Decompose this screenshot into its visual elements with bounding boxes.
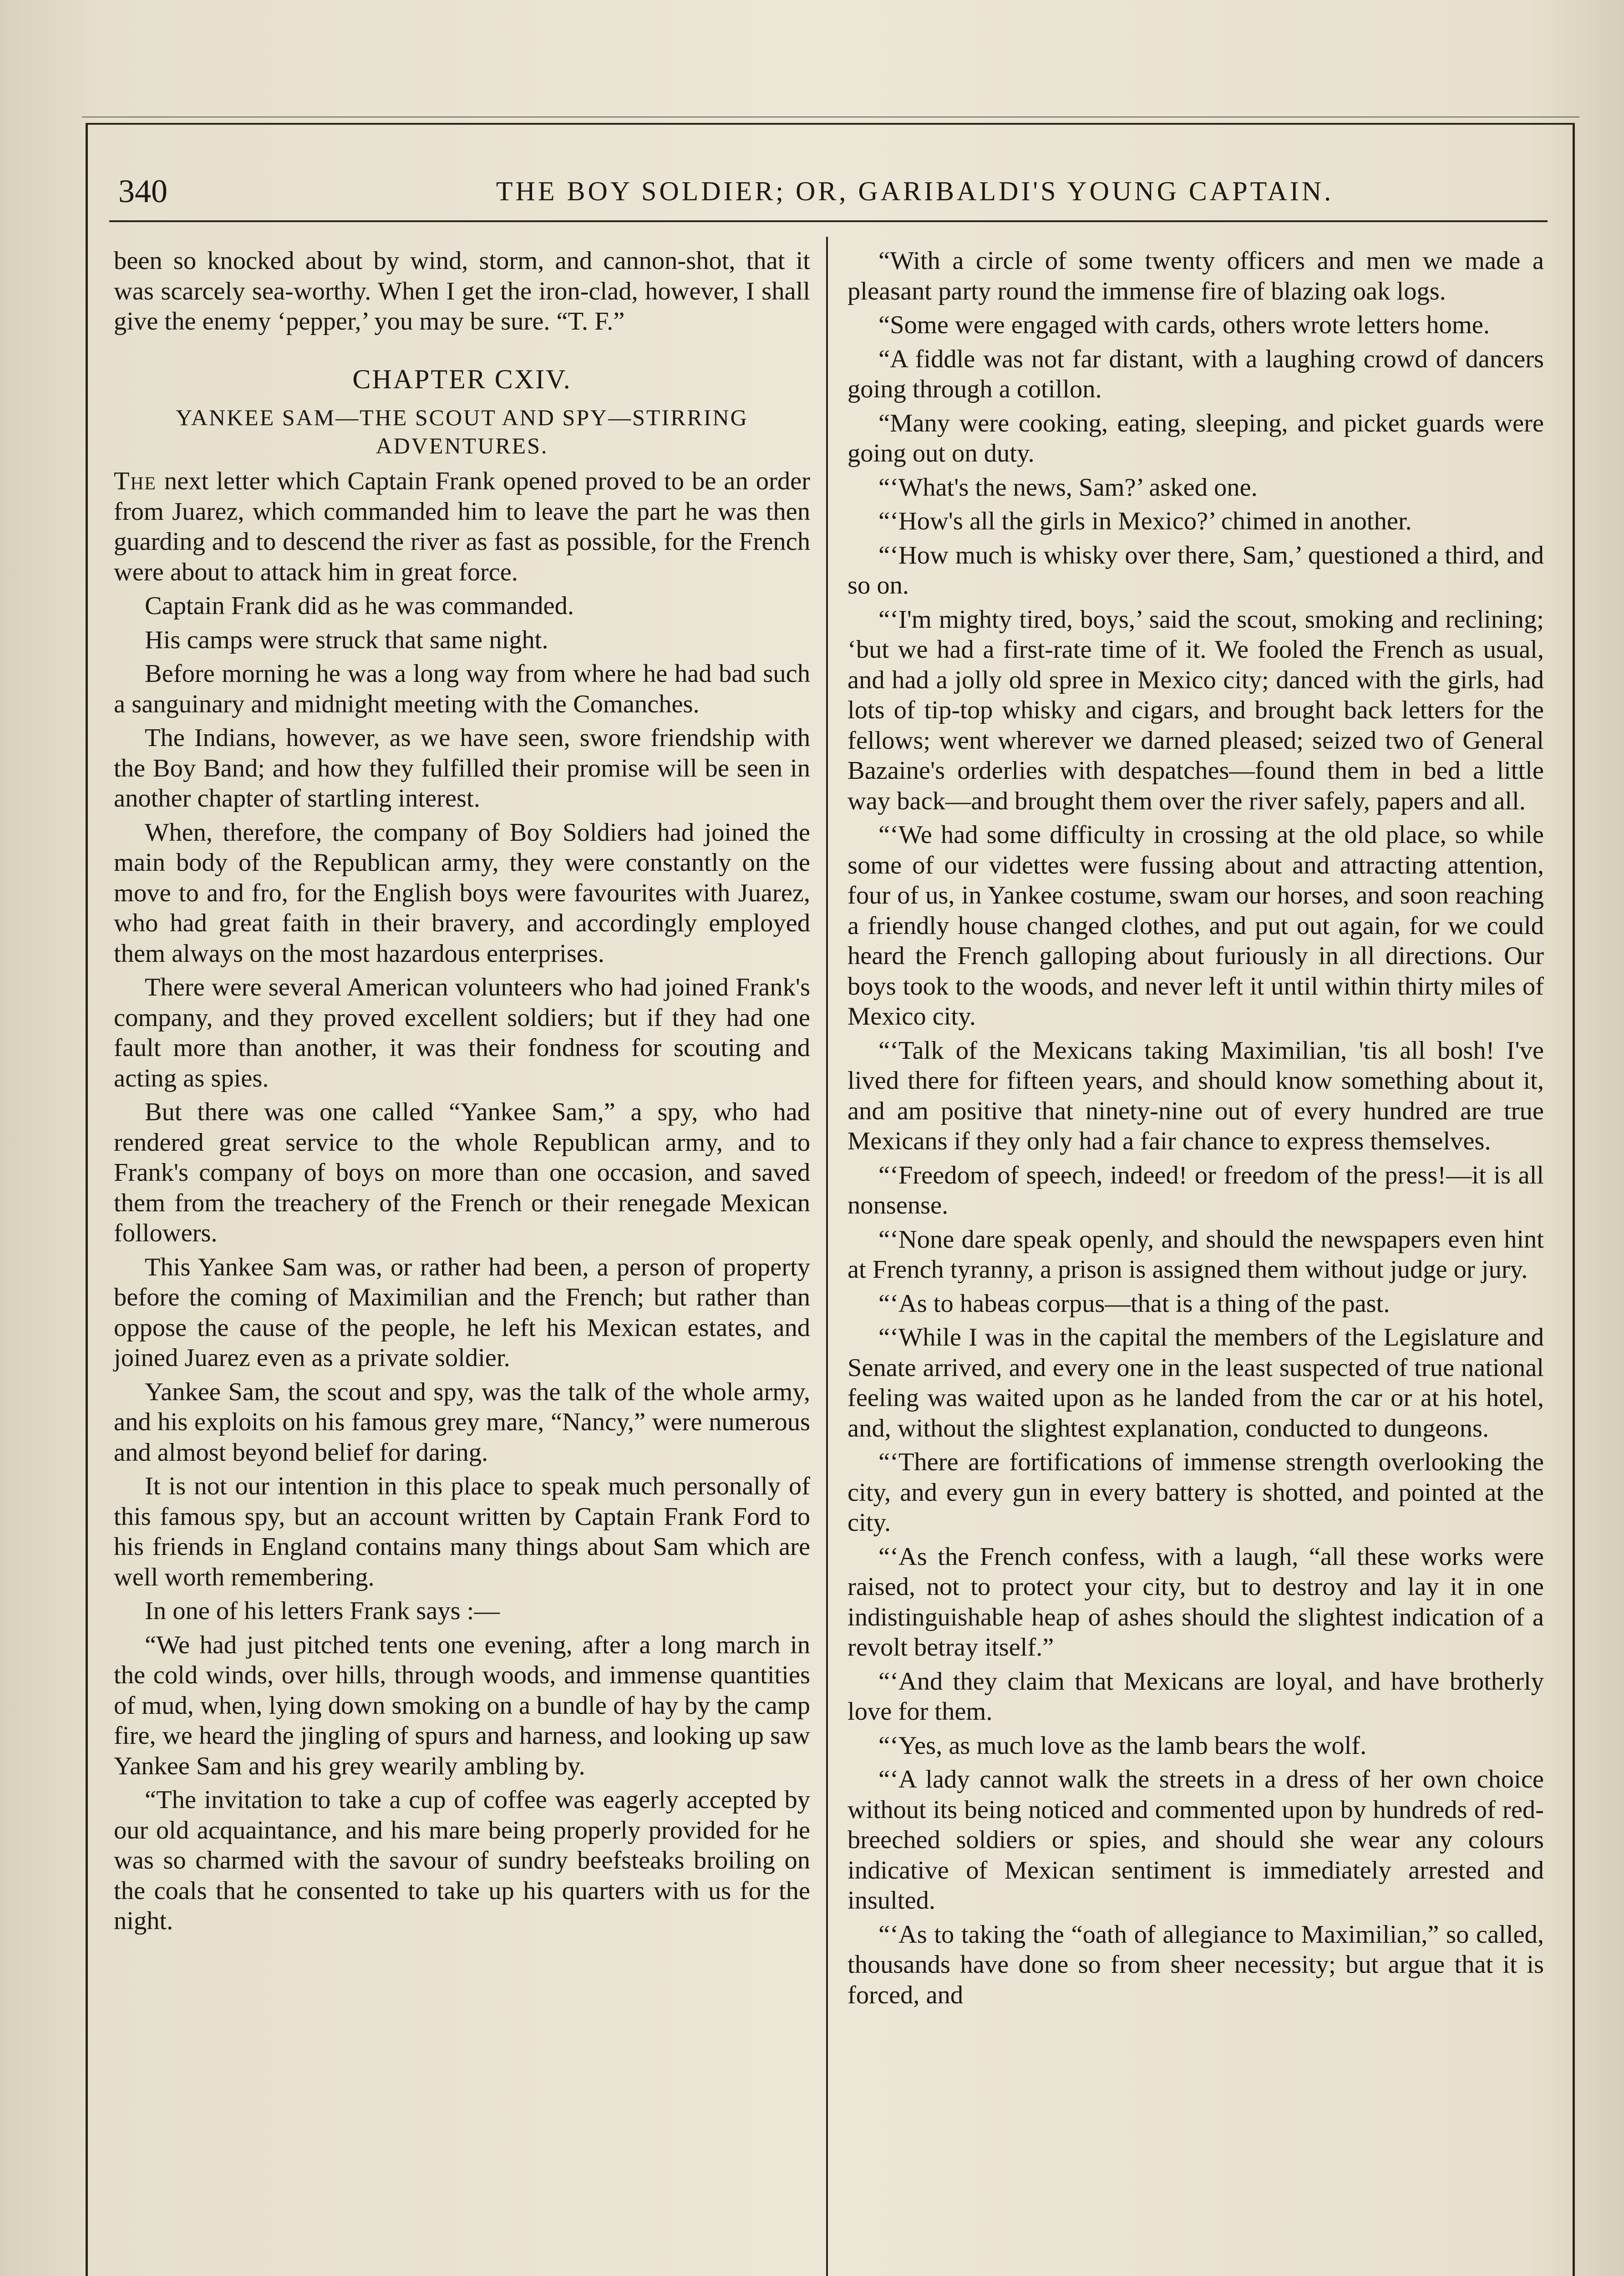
- paragraph: [114, 466, 810, 587]
- paragraph: “‘None dare speak openly, and should the newspapers even hint at French tyranny, a prison is assigned them without judge or jury.: [848, 1225, 1544, 1284]
- paragraph: “‘Talk of the Mexicans taking Maximilian, 'tis all bosh! I've lived there for fifteen years, and should know something about it, and am positive that ninety-nine out of every hundred are true Mexicans if they only had a fair chance to express themselves.: [848, 1036, 1544, 1155]
- paragraph: “‘As to habeas corpus—that is a thing of the past.: [878, 1289, 1390, 1318]
- header-rule: [109, 220, 1548, 222]
- right-column: [848, 246, 1544, 2014]
- paragraph: “‘Freedom of speech, indeed! or freedom of the press!—it is all nonsense.: [848, 1161, 1544, 1219]
- paragraph: “‘What's the news, Sam?’ asked one.: [878, 473, 1258, 502]
- paragraph: In one of his letters Frank says :—: [145, 1597, 500, 1625]
- paragraph: “‘As the French confess, with a laugh, “all these works were raised, not to protect your city, but to destroy and lay it in one indistinguishable heap of ashes should the slightest indication of a revolt betray itself.”: [848, 1542, 1544, 1661]
- paragraph: Before morning he was a long way from where he had bad such a sanguinary and midnight meeting with the Comanches.: [114, 660, 810, 718]
- paragraph: “‘We had some difficulty in crossing at the old place, so while some of our videttes were fussing about and attracting attention, four of us, in Yankee costume, swam our horses, and soon reaching a friendly house changed clothes, and put out again, for we could heard the French galloping about furiously in all directions. Our boys took to the woods, and never left it until within thirty miles of Mexico city.: [848, 821, 1544, 1031]
- paragraph: “‘I'm mighty tired, boys,’ said the scout, smoking and reclining; ‘but we had a first-rate time of it. We fooled the French as usual, and had a jolly old spree in Mexico city; danced with the girls, had lots of tip-top whisky and cigars, and brought back letters for the fellows; went wherever we darned pleased; seized two of General Bazaine's orderlies with despatches—found them in bed a little way back—and brought them over the river safely, papers and all.: [848, 605, 1544, 815]
- column-divider: [826, 237, 828, 2276]
- paragraph: “A fiddle was not far distant, with a laughing crowd of dancers going through a cotillon.: [848, 345, 1544, 403]
- paragraph: “‘How's all the girls in Mexico?’ chimed in another.: [878, 507, 1412, 535]
- paragraph: “‘As to taking the “oath of allegiance to Maximilian,” so called, thousands have done so from sheer necessity; but argue that it is forced, and: [848, 1920, 1544, 2009]
- paragraph: But there was one called “Yankee Sam,” a spy, who had rendered great service to the whole Republican army, and to Frank's company of boys on more than one occasion, and saved them from the treachery of the French or their renegade Mexican followers.: [114, 1098, 810, 1247]
- paragraph: “‘How much is whisky over there, Sam,’ questioned a third, and so on.: [848, 541, 1544, 599]
- lead-word: The: [114, 467, 157, 495]
- paragraph: “‘And they claim that Mexicans are loyal, and have brotherly love for them.: [848, 1667, 1544, 1726]
- paragraph: “Some were engaged with cards, others wrote letters home.: [878, 311, 1490, 339]
- paragraph: There were several American volunteers who had joined Frank's company, and they proved excellent soldiers; but if they had one fault more than another, it was their fondness for scouting and acting as spies.: [114, 973, 810, 1092]
- paragraph: “‘Yes, as much love as the lamb bears the wolf.: [878, 1731, 1367, 1760]
- paragraph: “We had just pitched tents one evening, after a long march in the cold winds, over hills, through woods, and immense quantities of mud, when, lying down smoking on a bundle of hay by the camp fire, we heard the jingling of spurs and harness, and looking up saw Yankee Sam and his grey wearily ambling by.: [114, 1631, 810, 1780]
- chapter-subtitle: YANKEE SAM—THE SCOUT AND SPY—STIRRING ADVENTURES.: [176, 405, 748, 458]
- paragraph-text: next letter which Captain Frank opened proved to be an order from Juarez, which commanded him to leave the part he was then guarding and to descend the river as fast as possible, for the French were about to attack him in great force.: [114, 467, 810, 586]
- page-header: [109, 168, 1548, 218]
- paragraph: His camps were struck that same night.: [145, 625, 548, 654]
- paragraph: This Yankee Sam was, or rather had been, a person of property before the coming of Maximilian and the French; but rather than oppose the cause of the people, he left his Mexican estates, and joined Juarez even as a private soldier.: [114, 1253, 810, 1372]
- paragraph: “The invitation to take a cup of coffee was eagerly accepted by our old acquaintance, and his mare being properly provided for he was so charmed with the savour of sundry beefsteaks broiling on the coals that he consented to take up his quarters with us for the night.: [114, 1786, 810, 1935]
- paragraph: “Many were cooking, eating, sleeping, and picket guards were going out on duty.: [848, 409, 1544, 467]
- chapter-title: CHAPTER CXIV.: [352, 364, 572, 394]
- paragraph: “‘A lady cannot walk the streets in a dress of her own choice without its being noticed and commented upon by hundreds of red-breeched soldiers or spies, and should she wear any colours indicative of Mexican sentiment is immediately arrested and insulted.: [848, 1765, 1544, 1915]
- paragraph: Yankee Sam, the scout and spy, was the talk of the whole army, and his exploits on his famous grey mare, “Nancy,” were numerous and almost beyond belief for daring.: [114, 1377, 810, 1467]
- paragraph: Captain Frank did as he was commanded.: [145, 592, 574, 620]
- paragraph: It is not our intention in this place to speak much personally of this famous spy, but an account written by Captain Frank Ford to his friends in England contains many things about Sam which are well worth remembering.: [114, 1472, 810, 1591]
- paragraph: “With a circle of some twenty officers and men we made a pleasant party round the immense fire of blazing oak logs.: [848, 247, 1544, 305]
- left-column: [114, 246, 810, 1940]
- paragraph: “‘While I was in the capital the members of the Legislature and Senate arrived, and every one in the least suspected of true national feeling was waited upon as he landed from the car or at his hotel, and, without the slightest explanation, conducted to dungeons.: [848, 1323, 1544, 1443]
- page-number: 340: [118, 173, 167, 209]
- paragraph: When, therefore, the company of Boy Soldiers had joined the main body of the Republican army, they were constantly on the move to and fro, for the English boys were favourites with Juarez, who had great faith in their bravery, and accordingly employed them always on the most hazardous enterprises.: [114, 818, 810, 968]
- paragraph: “‘There are fortifications of immense strength overlooking the city, and every gun in every battery is shotted, and pointed at the city.: [848, 1448, 1544, 1537]
- paragraph: The Indians, however, as we have seen, swore friendship with the Boy Band; and how they fulfilled their promise will be seen in another chapter of startling interest.: [114, 724, 810, 813]
- running-title: THE BOY SOLDIER; OR, GARIBALDI'S YOUNG CAPTAIN.: [496, 176, 1334, 206]
- paragraph: been so knocked about by wind, storm, and cannon-shot, that it was scarcely sea-worthy. When I get the iron-clad, however, I shall give the enemy ‘pepper,’ you may be sure. “T. F.”: [114, 247, 810, 335]
